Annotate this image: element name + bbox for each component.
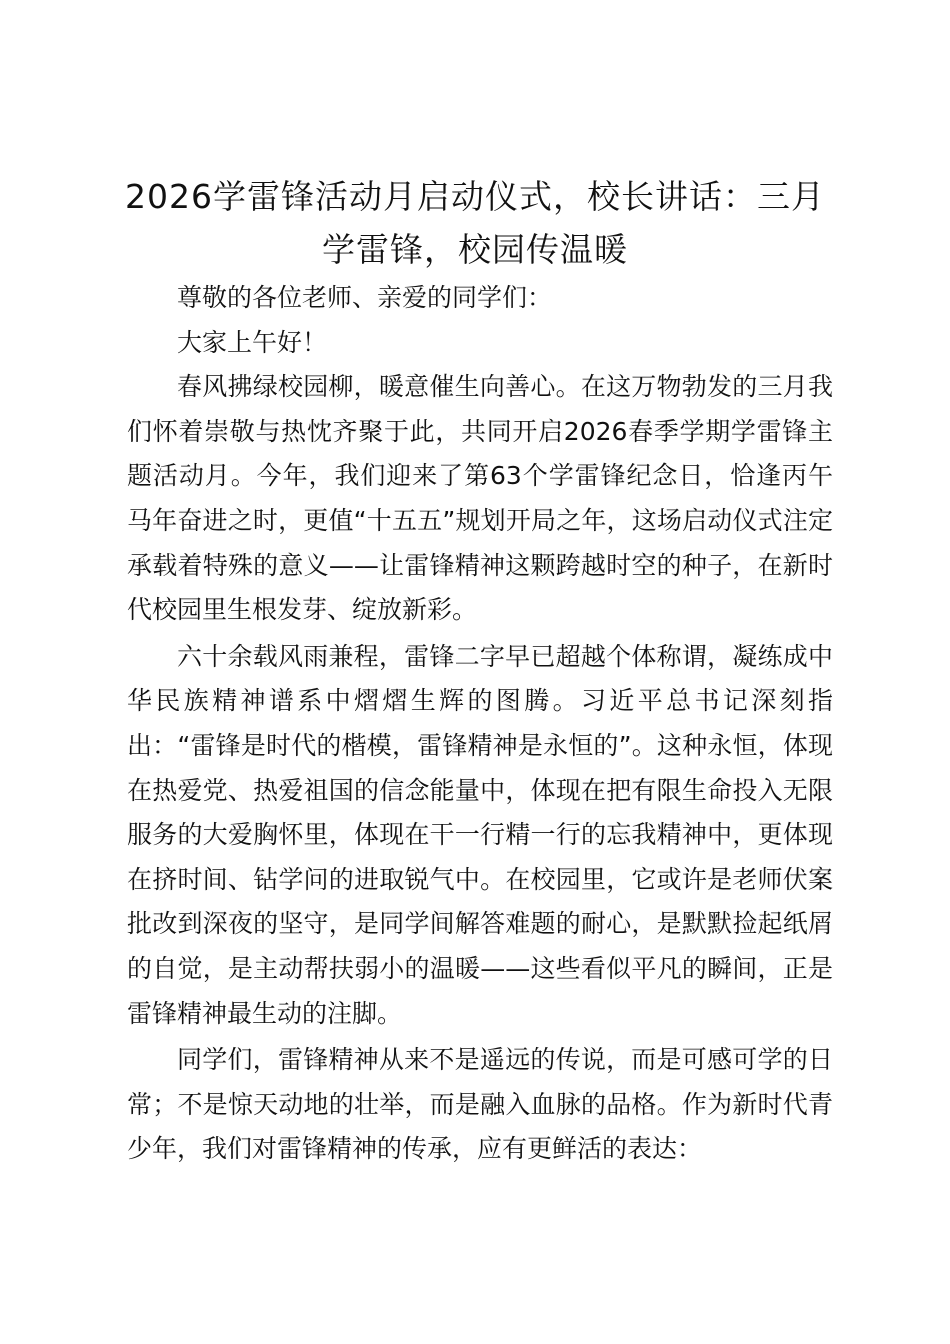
body-paragraph: 春风拂绿校园柳，暖意催生向善心。在这万物勃发的三月我们怀着崇敬与热忱齐聚于此，共同开启2026春季学期学雷锋主题活动月。今年，我们迎来了第63个学雷锋纪念日，恰逢丙午马年奋进之时，更值“十五五”规划开局之年，这场启动仪式注定承载着特殊的意义——让雷锋精神这颗跨越时空的种子，在新时代校园里生根发芽、绽放新彩。 bbox=[127, 372, 833, 625]
document-body bbox=[127, 276, 833, 1172]
greeting-paragraph: 大家上午好！ bbox=[177, 327, 328, 357]
salutation-paragraph: 尊敬的各位老师、亲爱的同学们： bbox=[177, 283, 553, 312]
body-paragraph: 六十余载风雨兼程，雷锋二字早已超越个体称谓，凝练成中华民族精神谱系中熠熠生辉的图腾。习近平总书记深刻指出：“雷锋是时代的楷模，雷锋精神是永恒的”。这种永恒，体现在热爱党、热爱祖国的信念能量中，体现在把有限生命投入无限服务的大爱胸怀里，体现在干一行精一行的忘我精神中，更体现在挤时间、钻学问的进取锐气中。在校园里，它或许是老师伏案批改到深夜的坚守，是同学间解答难题的耐心，是默默捡起纸屑的自觉，是主动帮扶弱小的温暖——这些看似平凡的瞬间，正是雷锋精神最生动的注脚。 bbox=[127, 641, 833, 1028]
document-title: 2026学雷锋活动月启动仪式，校长讲话：三月学雷锋，校园传温暖 bbox=[125, 177, 825, 269]
body-paragraph: 同学们，雷锋精神从来不是遥远的传说，而是可感可学的日常；不是惊天动地的壮举，而是融入血脉的品格。作为新时代青少年，我们对雷锋精神的传承，应有更鲜活的表达： bbox=[127, 1045, 833, 1164]
